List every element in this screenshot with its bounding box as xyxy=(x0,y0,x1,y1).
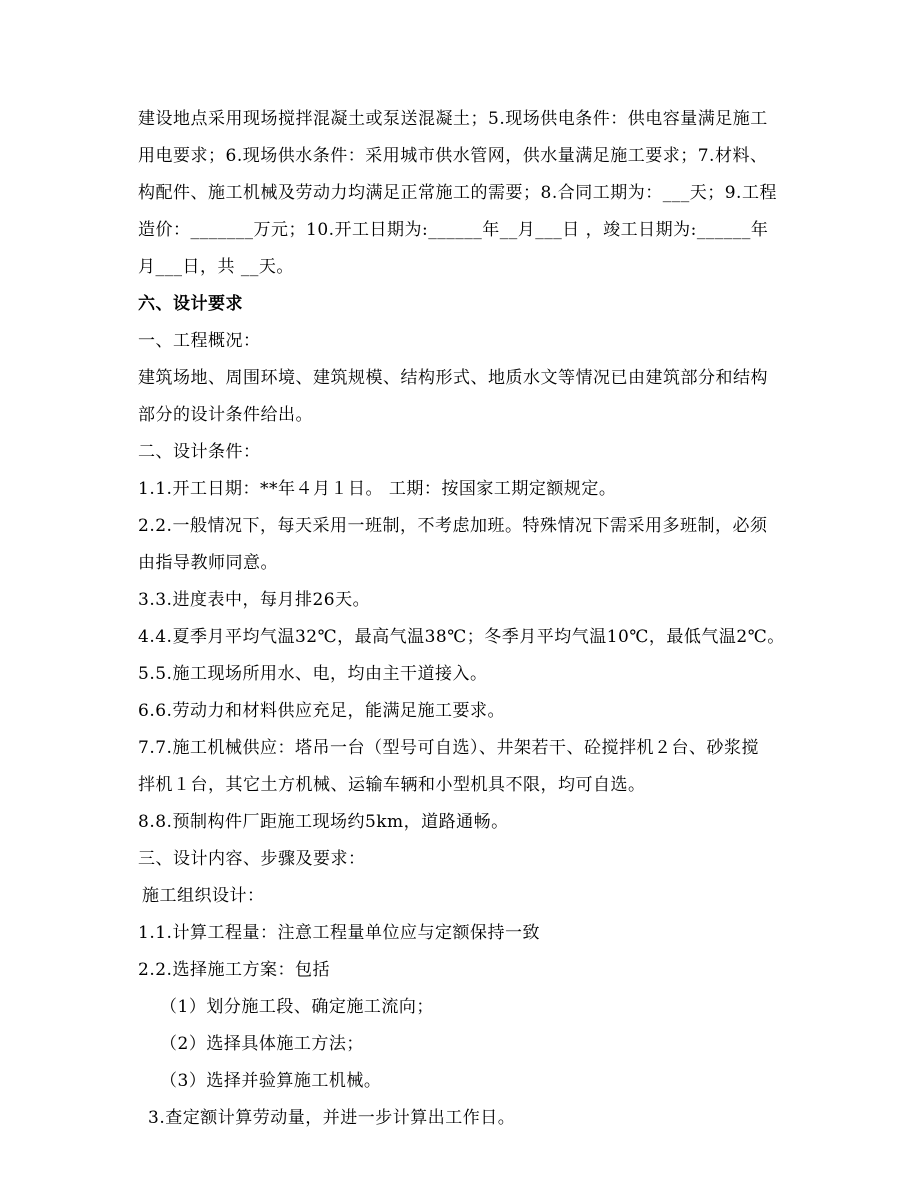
text-line: 构配件、施工机械及劳动力均满足正常施工的需要；8.合同工期为：___天；9.工程 xyxy=(138,183,777,203)
section-heading: 六、设计要求 xyxy=(138,294,243,314)
list-item xyxy=(138,733,788,800)
sub-list-item: （1）划分施工段、确定施工流向； xyxy=(160,997,434,1017)
list-item xyxy=(138,511,788,578)
paragraph-site-conditions xyxy=(138,104,788,282)
list-item: 4.4.夏季月平均气温32℃，最高气温38℃；冬季月平均气温10℃，最低气温2℃。 xyxy=(138,627,785,647)
paragraph-overview xyxy=(138,363,788,430)
text-line: 部分的设计条件给出。 xyxy=(138,405,313,425)
subsection-heading: 三、设计内容、步骤及要求： xyxy=(138,849,366,869)
text-line: 2.2.一般情况下，每天采用一班制，不考虑加班。特殊情况下需采用多班制，必须 xyxy=(138,516,768,536)
list-item: 3.3.进度表中，每月排26天。 xyxy=(138,590,371,610)
text-line: 造价：_______万元；10.开工日期为:______年__月___日 ，竣工日期为:______年 xyxy=(138,220,769,240)
sub-list-item: （3）选择并验算施工机械。 xyxy=(160,1071,382,1091)
subsection-heading: 一、工程概况： xyxy=(138,331,261,351)
text-line: 建设地点采用现场搅拌混凝土或泵送混凝土；5.现场供电条件：供电容量满足施工 xyxy=(138,109,768,129)
sub-list-item: （2）选择具体施工方法； xyxy=(160,1034,364,1054)
text-line: 拌机１台，其它土方机械、运输车辆和小型机具不限，均可自选。 xyxy=(138,775,646,795)
subsection-heading: 二、设计条件： xyxy=(138,442,261,462)
list-item: 1.1.计算工程量：注意工程量单位应与定额保持一致 xyxy=(138,923,540,943)
text-line: 建筑场地、周围环境、建筑规模、结构形式、地质水文等情况已由建筑部分和结构 xyxy=(138,368,768,388)
list-item: 3.查定额计算劳动量，并进一步计算出工作日。 xyxy=(148,1108,516,1128)
subsection-heading: 施工组织设计： xyxy=(142,886,265,906)
list-item: 5.5.施工现场所用水、电，均由主干道接入。 xyxy=(138,664,488,684)
list-item: 2.2.选择施工方案：包括 xyxy=(138,960,330,980)
text-line: 用电要求；6.现场供水条件：采用城市供水管网，供水量满足施工要求；7.材料、 xyxy=(138,146,768,166)
text-line: 7.7.施工机械供应：塔吊一台（型号可自选）、井架若干、砼搅拌机２台、砂浆搅 xyxy=(138,738,759,758)
list-item: 1.1.开工日期：**年４月１日。 工期：按国家工期定额规定。 xyxy=(138,479,617,499)
list-item: 8.8.预制构件厂距施工现场约5km，道路通畅。 xyxy=(138,812,509,832)
text-line: 由指导教师同意。 xyxy=(138,553,278,573)
text-line: 月___日，共 __天。 xyxy=(138,257,294,277)
document-body xyxy=(138,104,788,1133)
list-item: 6.6.劳动力和材料供应充足，能满足施工要求。 xyxy=(138,701,505,721)
